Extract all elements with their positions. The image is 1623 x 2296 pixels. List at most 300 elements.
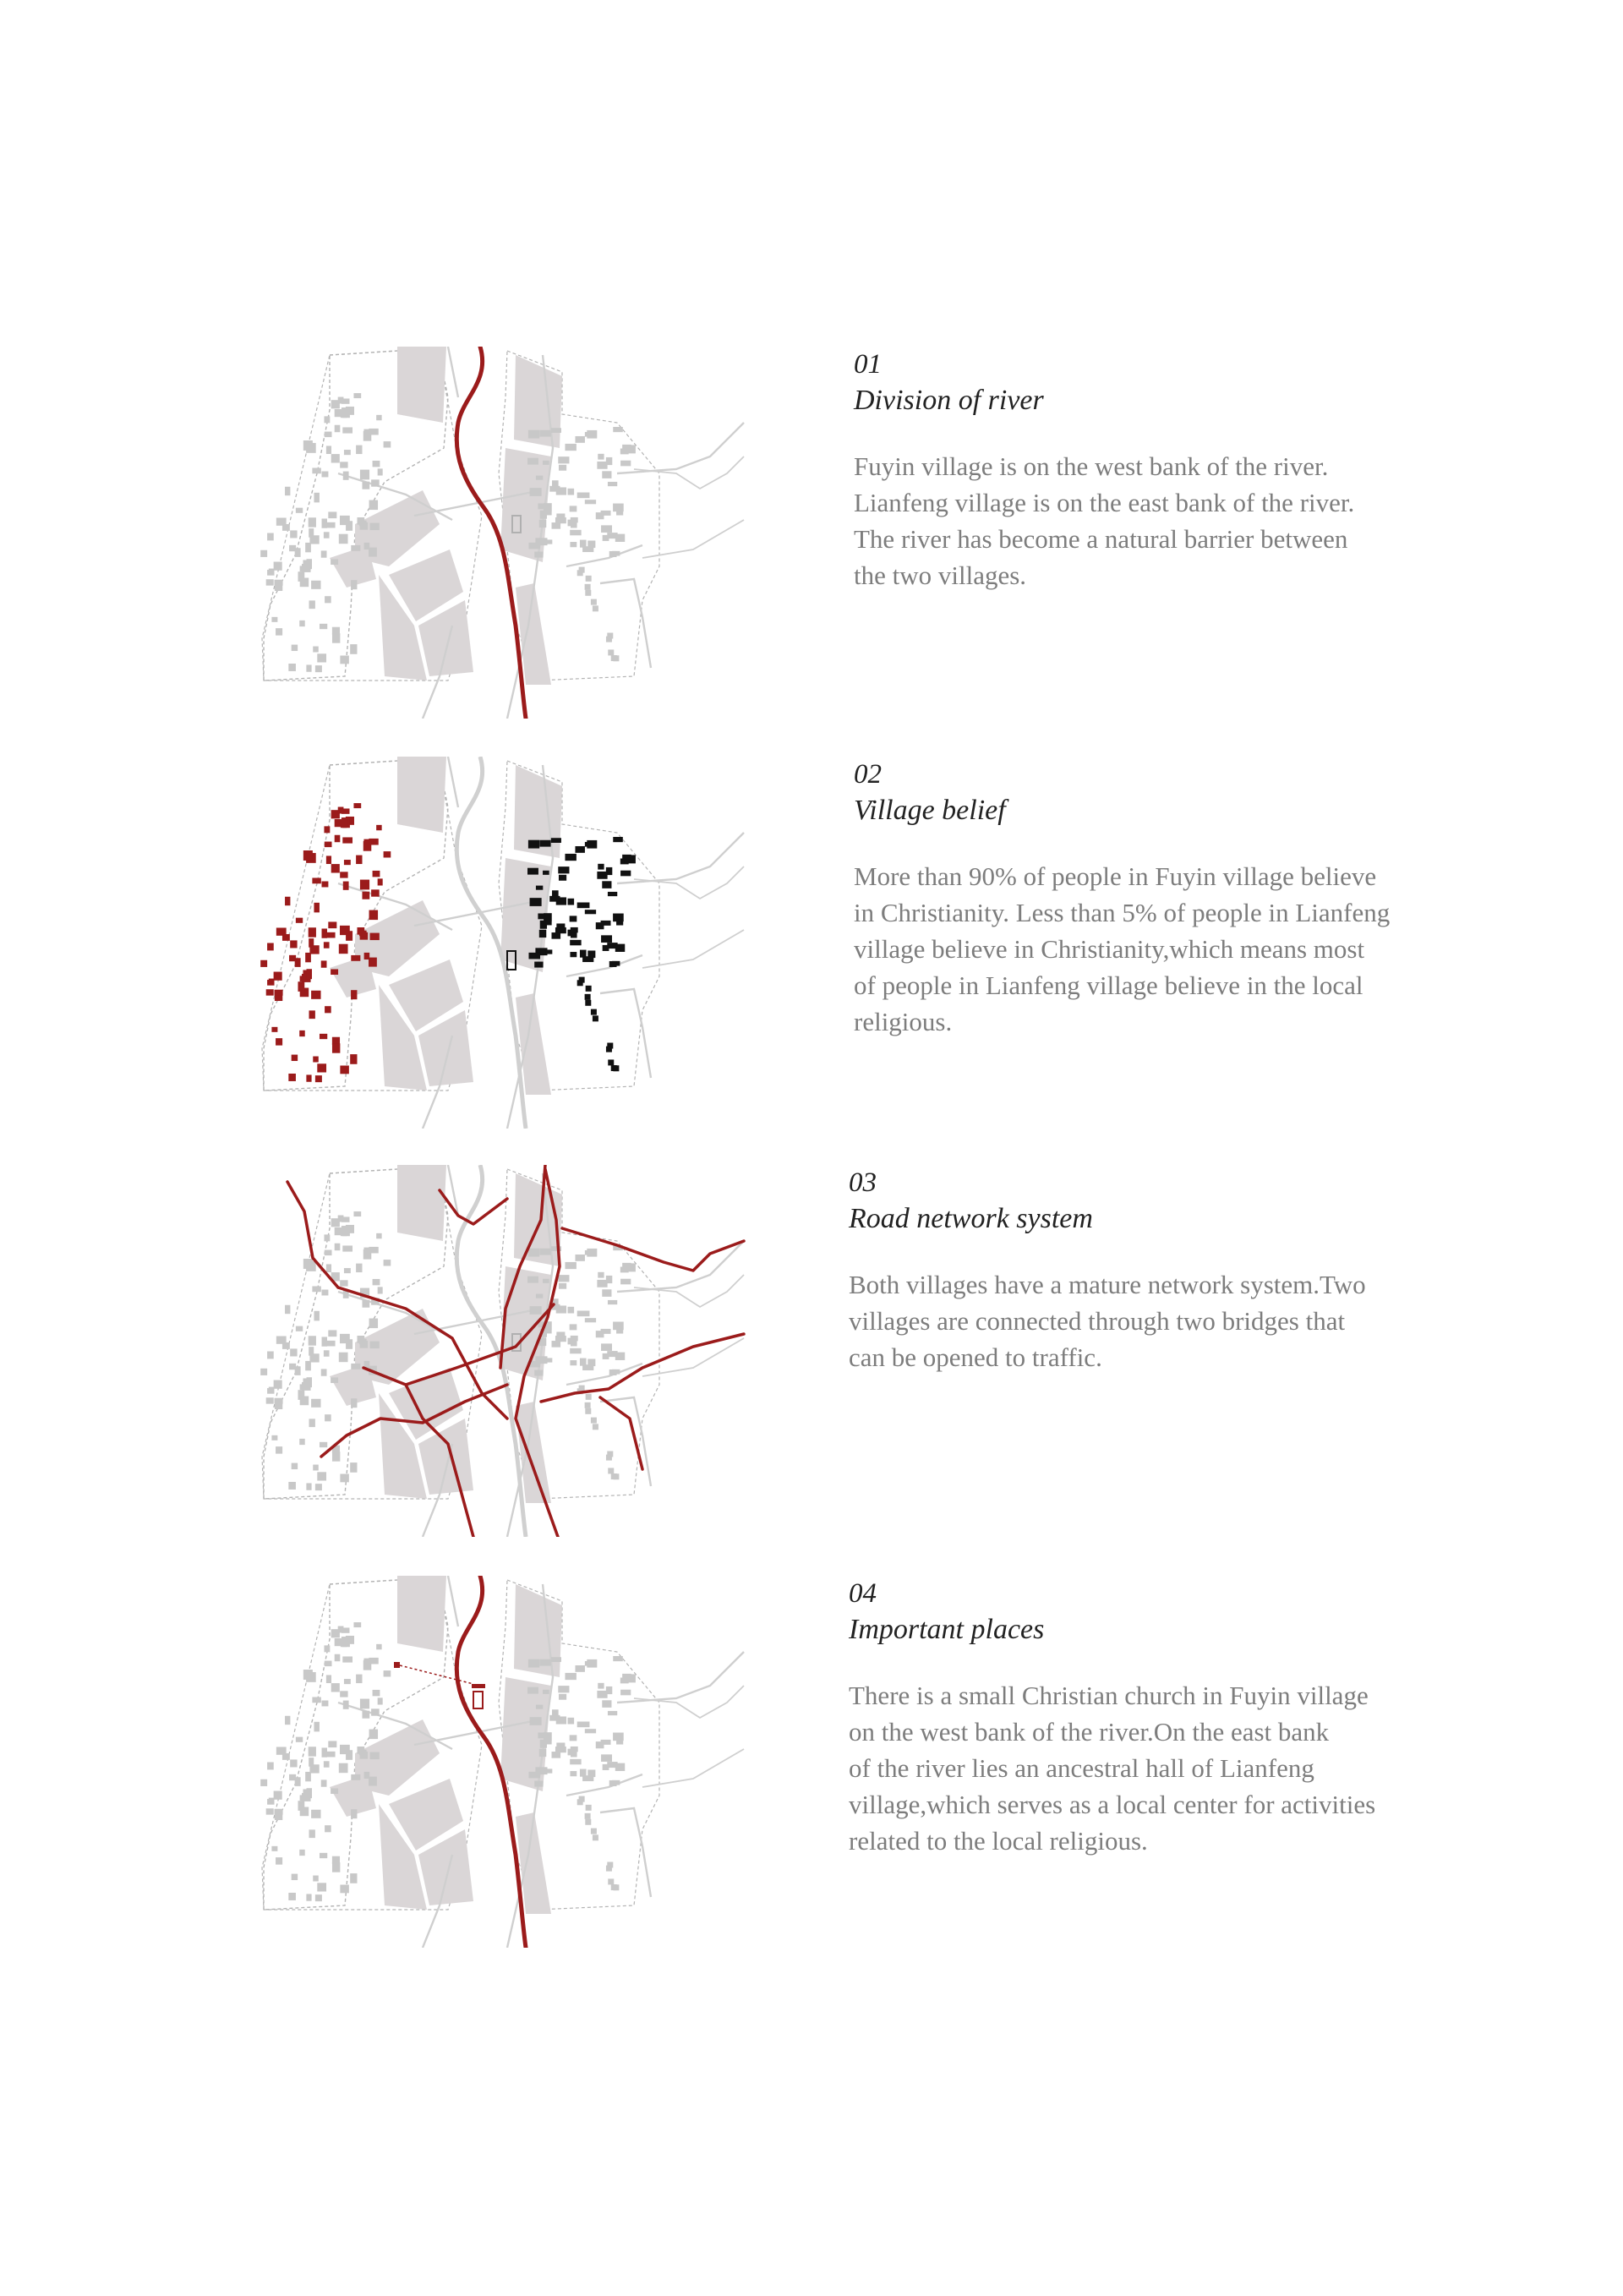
building xyxy=(267,1351,274,1358)
panel-04 xyxy=(0,1576,1623,1948)
building-local-religion xyxy=(593,1015,598,1021)
building xyxy=(290,530,297,538)
building xyxy=(275,580,283,586)
body-line: the two villages. xyxy=(854,560,1027,590)
building xyxy=(282,1753,290,1760)
building xyxy=(266,1397,274,1403)
building-local-religion xyxy=(551,932,560,939)
building xyxy=(351,1809,357,1818)
building xyxy=(538,503,545,509)
building xyxy=(360,470,369,480)
gray-road xyxy=(566,545,642,566)
building xyxy=(309,1336,316,1345)
building xyxy=(575,436,584,443)
building xyxy=(586,1394,592,1400)
building xyxy=(558,1686,569,1692)
building xyxy=(325,1414,331,1421)
building-christian xyxy=(306,1074,311,1081)
building xyxy=(289,545,296,551)
building xyxy=(343,1701,349,1709)
building xyxy=(305,1361,311,1370)
building xyxy=(551,522,560,529)
building xyxy=(351,1398,357,1408)
building xyxy=(615,1763,625,1771)
building xyxy=(325,1825,331,1832)
building xyxy=(609,551,617,557)
building-local-religion xyxy=(536,886,543,890)
building xyxy=(309,1747,316,1756)
building xyxy=(608,482,617,486)
building xyxy=(285,1716,290,1725)
gray-road xyxy=(617,1652,744,1703)
building xyxy=(288,1893,296,1900)
building xyxy=(324,1350,330,1356)
building xyxy=(288,664,296,671)
building xyxy=(527,1276,538,1283)
building xyxy=(376,415,381,420)
building-christian xyxy=(271,1027,277,1032)
building xyxy=(585,1819,591,1825)
building xyxy=(530,1306,542,1315)
building xyxy=(570,530,581,535)
building xyxy=(320,1853,327,1858)
building xyxy=(325,596,331,603)
building xyxy=(559,1283,566,1289)
building-local-religion xyxy=(585,910,596,914)
building xyxy=(384,1260,391,1266)
building xyxy=(613,655,619,661)
building xyxy=(359,521,367,527)
building xyxy=(603,535,609,541)
building xyxy=(369,1730,379,1740)
building xyxy=(331,454,340,462)
building xyxy=(534,1370,543,1376)
building-local-religion xyxy=(591,1009,597,1015)
building xyxy=(331,1788,338,1794)
building xyxy=(369,548,377,557)
building xyxy=(309,1419,315,1427)
building xyxy=(598,1683,604,1689)
building xyxy=(282,1342,290,1349)
building xyxy=(314,1311,319,1321)
building xyxy=(577,492,590,498)
building xyxy=(608,649,614,655)
building xyxy=(546,1329,552,1333)
section-title: Division of river xyxy=(854,385,1044,416)
building xyxy=(285,1305,290,1314)
map-road-network xyxy=(237,1165,752,1537)
building xyxy=(275,1398,283,1404)
building xyxy=(266,579,274,585)
building-christian xyxy=(309,927,316,937)
gray-road xyxy=(448,1576,458,1626)
building xyxy=(359,1750,367,1756)
building xyxy=(608,1300,617,1304)
building xyxy=(593,605,598,611)
building xyxy=(321,471,328,477)
side-road xyxy=(642,930,744,968)
building xyxy=(369,1319,379,1329)
building xyxy=(601,525,612,533)
building-local-religion xyxy=(601,935,612,943)
building-local-religion xyxy=(577,980,583,986)
building xyxy=(343,472,349,480)
section-title: Important places xyxy=(849,1614,1045,1645)
building-local-religion xyxy=(549,896,560,902)
building xyxy=(299,1850,305,1856)
building xyxy=(534,1781,543,1787)
building xyxy=(274,1380,282,1389)
building xyxy=(528,430,539,439)
building xyxy=(289,1364,296,1369)
building xyxy=(559,1694,566,1700)
building-local-religion xyxy=(602,881,611,888)
building xyxy=(282,524,290,531)
gray-road xyxy=(566,955,642,976)
building xyxy=(328,1741,336,1747)
building-local-religion xyxy=(527,868,538,875)
building xyxy=(364,543,370,549)
building xyxy=(311,1810,320,1818)
building-local-religion xyxy=(597,872,607,879)
building xyxy=(615,534,625,542)
building-local-religion xyxy=(585,994,591,1000)
building xyxy=(364,1772,370,1779)
building xyxy=(325,1752,335,1758)
building-local-religion xyxy=(534,962,543,968)
building xyxy=(556,1742,565,1750)
building xyxy=(527,1687,538,1694)
building xyxy=(620,461,631,467)
building xyxy=(289,1774,296,1780)
building xyxy=(551,1657,561,1662)
building xyxy=(351,1774,360,1780)
building xyxy=(536,1705,543,1709)
building-local-religion xyxy=(570,940,581,945)
building xyxy=(585,500,596,504)
building xyxy=(306,1483,311,1490)
building xyxy=(570,1324,577,1330)
side-road xyxy=(642,520,744,558)
building xyxy=(546,1740,552,1744)
building xyxy=(298,571,304,582)
building-christian xyxy=(305,953,311,962)
building-christian xyxy=(282,934,290,941)
building xyxy=(606,1866,612,1872)
building-local-religion xyxy=(609,961,617,967)
building xyxy=(303,1259,313,1269)
section-number: 01 xyxy=(854,349,882,380)
building xyxy=(608,1878,614,1884)
building-local-religion xyxy=(539,840,550,847)
building xyxy=(536,1294,543,1298)
building xyxy=(321,1369,327,1375)
building-local-religion xyxy=(575,846,584,853)
building xyxy=(602,471,611,478)
side-road xyxy=(634,1275,744,1307)
building-local-religion xyxy=(606,1047,612,1052)
building-local-religion xyxy=(622,855,631,860)
building-christian xyxy=(289,955,296,961)
building-christian xyxy=(317,1063,326,1072)
field-block xyxy=(397,1576,446,1652)
section-number: 03 xyxy=(849,1167,877,1198)
building-local-religion xyxy=(559,875,566,881)
building xyxy=(340,1473,348,1482)
building xyxy=(570,1348,581,1353)
field-block xyxy=(397,347,446,423)
building xyxy=(597,1691,607,1698)
building xyxy=(593,1424,598,1430)
building xyxy=(606,637,612,642)
building-local-religion xyxy=(545,949,552,954)
building xyxy=(577,1310,590,1316)
building xyxy=(306,559,312,569)
building xyxy=(378,468,383,475)
building xyxy=(582,1364,593,1370)
building xyxy=(290,1348,297,1356)
building xyxy=(616,509,623,515)
gray-road xyxy=(617,423,744,473)
building xyxy=(545,1358,552,1362)
building xyxy=(324,1761,330,1767)
building-local-religion xyxy=(570,952,577,957)
building-christian xyxy=(320,1034,327,1039)
building xyxy=(622,1263,631,1268)
building xyxy=(360,1699,369,1709)
building xyxy=(603,1764,609,1770)
building xyxy=(359,1339,367,1345)
building-christian xyxy=(314,903,319,913)
building xyxy=(616,1738,623,1744)
body-line: related to the local religious. xyxy=(849,1826,1148,1856)
building xyxy=(601,1343,612,1351)
building xyxy=(342,1245,352,1251)
building-local-religion xyxy=(598,864,604,870)
building xyxy=(591,599,597,605)
building-christian xyxy=(335,835,341,842)
building xyxy=(586,1805,592,1811)
side-road xyxy=(642,1338,744,1376)
building-christian xyxy=(276,1038,282,1046)
building xyxy=(362,1711,369,1719)
map-division-of-river xyxy=(237,347,752,719)
building xyxy=(331,1377,338,1383)
building xyxy=(536,476,543,480)
building xyxy=(539,430,550,437)
building xyxy=(353,393,361,398)
building xyxy=(585,1318,596,1322)
building xyxy=(551,1341,560,1348)
building-christian xyxy=(269,979,275,986)
building xyxy=(312,467,320,473)
building xyxy=(598,454,604,460)
panel-02 xyxy=(0,757,1623,1129)
building xyxy=(288,1482,296,1490)
gray-road xyxy=(600,989,651,1078)
building xyxy=(363,1660,372,1670)
building xyxy=(613,1656,623,1661)
map-important-places xyxy=(237,1576,752,1948)
building xyxy=(351,1364,360,1369)
building-christian xyxy=(292,1055,298,1061)
building-christian xyxy=(324,826,330,833)
building xyxy=(575,1255,584,1261)
building-local-religion xyxy=(551,838,561,843)
building xyxy=(266,1808,274,1814)
building xyxy=(342,1226,348,1236)
building xyxy=(558,1275,569,1282)
building xyxy=(313,647,319,653)
building xyxy=(312,1286,320,1292)
building xyxy=(312,1697,320,1703)
building xyxy=(305,1772,311,1781)
building xyxy=(545,539,552,544)
section-body xyxy=(854,858,1462,1040)
building-local-religion xyxy=(556,923,565,931)
building xyxy=(344,1268,351,1273)
building xyxy=(271,1846,277,1851)
side-road xyxy=(634,866,744,899)
building-local-religion xyxy=(608,1059,614,1065)
building xyxy=(362,1300,369,1308)
building xyxy=(616,1327,623,1333)
building xyxy=(340,462,347,467)
panel-01 xyxy=(0,347,1623,719)
building xyxy=(332,1862,340,1872)
building xyxy=(335,425,341,432)
building xyxy=(339,1763,348,1773)
building xyxy=(309,517,316,527)
building-christian xyxy=(351,990,357,999)
building-christian xyxy=(351,955,360,961)
building-local-religion xyxy=(613,1065,619,1071)
building-christian xyxy=(266,989,274,995)
building-christian xyxy=(384,851,391,857)
building xyxy=(608,1711,617,1715)
building-christian xyxy=(313,1057,319,1063)
building xyxy=(335,1654,341,1661)
building xyxy=(546,511,552,515)
section-number: 02 xyxy=(854,759,882,790)
building xyxy=(609,1780,617,1786)
building xyxy=(363,1249,372,1260)
building xyxy=(350,1873,357,1883)
building xyxy=(362,482,369,489)
building-christian xyxy=(364,953,370,959)
building xyxy=(613,1884,619,1890)
body-line: Both villages have a mature network system.Two xyxy=(849,1270,1366,1299)
building xyxy=(570,506,577,511)
building xyxy=(528,1659,539,1668)
building-christian xyxy=(360,880,369,890)
building xyxy=(298,1390,304,1400)
building xyxy=(528,1772,540,1779)
building-christian xyxy=(275,990,283,996)
gray-road xyxy=(617,833,744,883)
building-christian xyxy=(260,960,267,967)
building xyxy=(335,1638,342,1646)
building xyxy=(565,1673,576,1680)
building xyxy=(585,584,591,590)
section-title: Road network system xyxy=(849,1203,1093,1234)
building xyxy=(570,542,577,547)
building xyxy=(298,1801,304,1811)
building-christian xyxy=(299,1030,305,1036)
building xyxy=(342,427,352,433)
building xyxy=(340,516,350,525)
building xyxy=(356,446,362,454)
body-line: More than 90% of people in Fuyin village believe xyxy=(854,861,1377,891)
building-christian xyxy=(296,918,303,923)
building xyxy=(597,462,607,469)
building xyxy=(325,1250,332,1256)
building-christian xyxy=(331,864,340,872)
body-line: There is a small Christian church in Fuyin village xyxy=(849,1681,1369,1710)
building xyxy=(271,617,277,622)
building-local-religion xyxy=(530,898,542,906)
building xyxy=(539,520,546,528)
building xyxy=(315,665,322,672)
building xyxy=(269,569,275,576)
building xyxy=(339,534,348,544)
building xyxy=(303,440,313,451)
building xyxy=(292,1874,298,1880)
building xyxy=(373,1690,380,1696)
building xyxy=(528,543,540,549)
building-christian xyxy=(325,842,332,848)
building xyxy=(370,1342,380,1348)
building-christian xyxy=(340,926,350,935)
building-christian xyxy=(303,850,313,861)
field-block xyxy=(397,757,446,833)
building-local-religion xyxy=(603,945,609,951)
building xyxy=(530,1717,542,1725)
building xyxy=(585,1408,591,1414)
body-line: The river has become a natural barrier between xyxy=(854,524,1348,554)
building xyxy=(260,1369,267,1375)
building xyxy=(300,1795,306,1801)
building xyxy=(314,493,319,503)
section-number: 04 xyxy=(849,1578,877,1609)
building xyxy=(577,1799,583,1805)
building-christian xyxy=(371,889,380,896)
building xyxy=(585,590,591,596)
building xyxy=(285,487,290,495)
building xyxy=(543,461,549,465)
building-christian xyxy=(285,897,290,905)
building xyxy=(313,1465,319,1471)
building-christian xyxy=(335,819,342,827)
building-christian xyxy=(342,837,352,843)
building xyxy=(342,1637,348,1647)
building xyxy=(321,1289,328,1295)
building xyxy=(601,511,611,516)
building-local-religion xyxy=(528,840,539,849)
building xyxy=(344,1679,351,1684)
building xyxy=(306,664,311,671)
building xyxy=(305,543,311,552)
building xyxy=(601,1754,612,1762)
field-block xyxy=(397,1165,446,1241)
building xyxy=(549,1715,560,1721)
building xyxy=(331,1683,340,1692)
building xyxy=(339,1353,348,1362)
building xyxy=(539,1659,550,1666)
building xyxy=(534,552,543,558)
building-christian xyxy=(356,856,362,864)
gray-road xyxy=(600,1808,651,1897)
